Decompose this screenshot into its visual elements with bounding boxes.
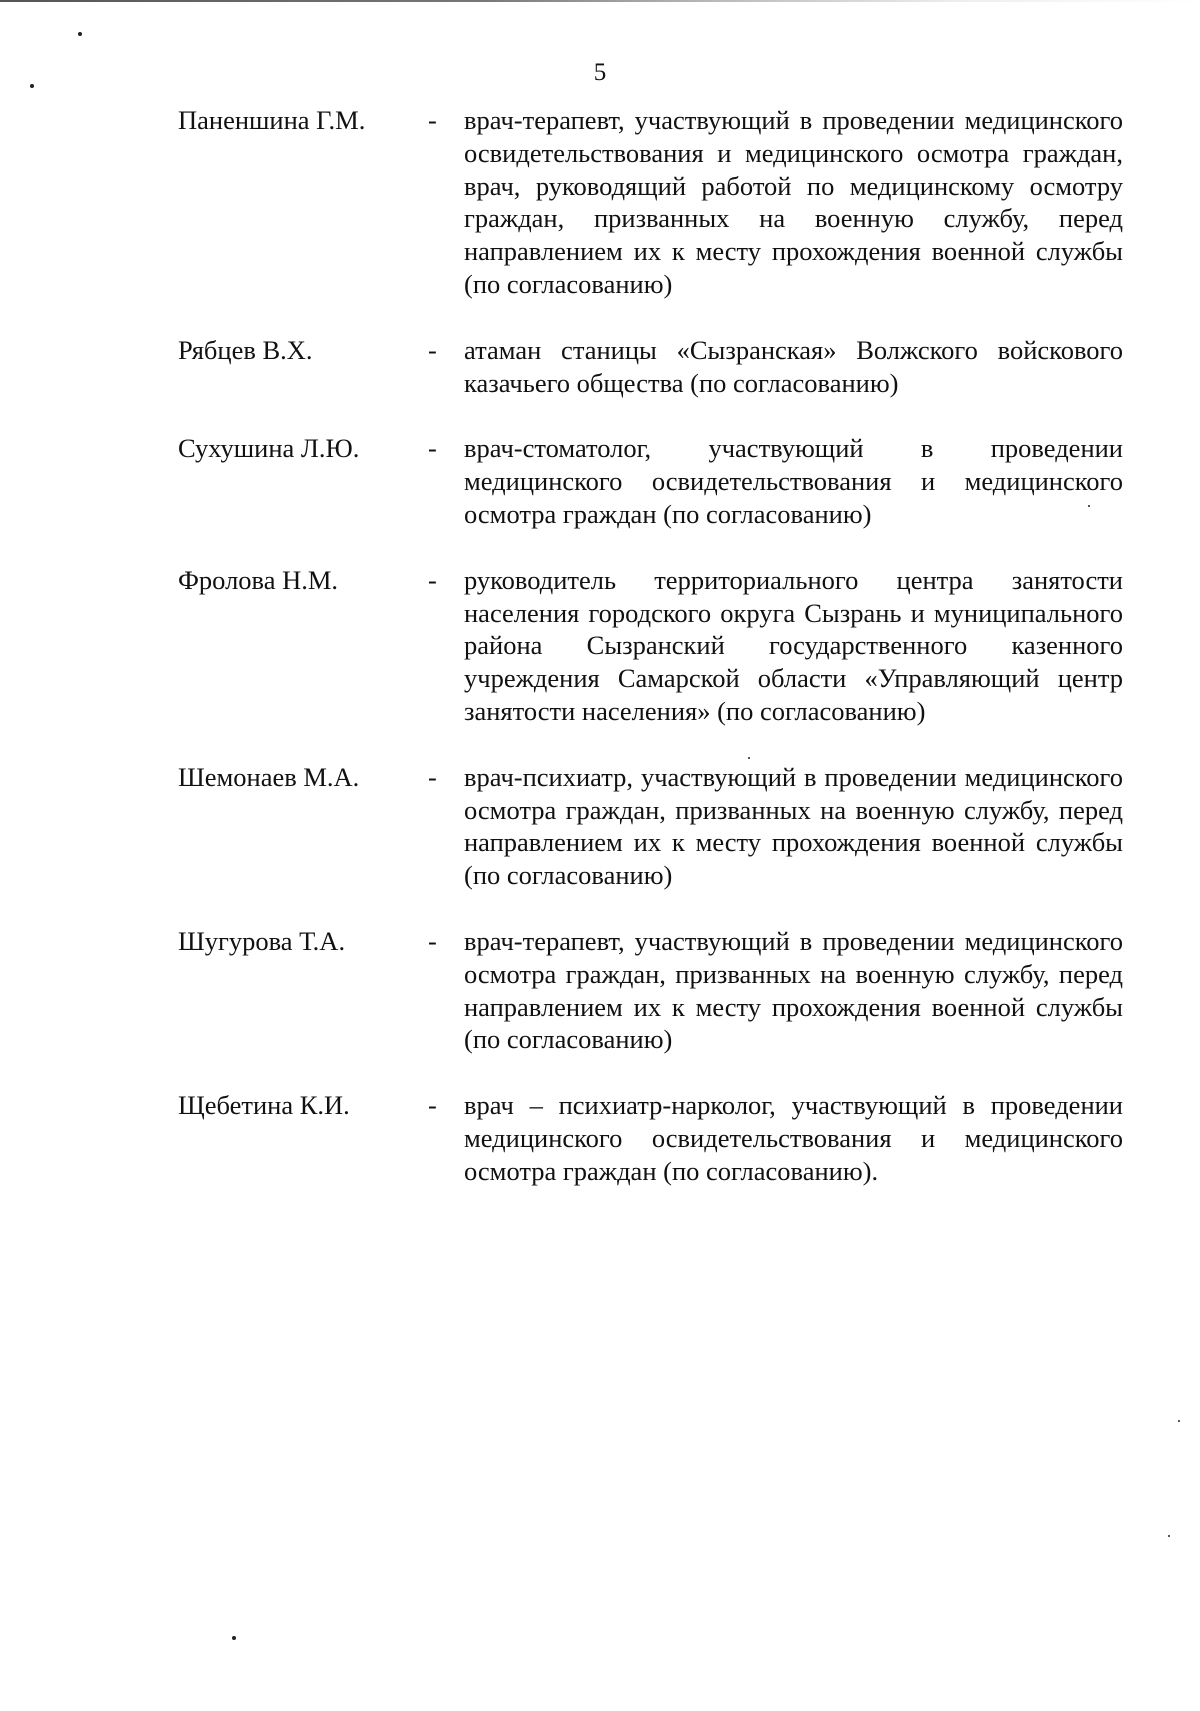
member-entry xyxy=(178,1089,1123,1187)
member-name: Паненшина Г.М. xyxy=(178,105,366,135)
member-name: Шугурова Т.А. xyxy=(178,925,346,956)
member-role: врач-психиатр, участвующий в проведении медицинского осмотра граждан, призванных на военную службу, перед направлением их к месту прохождения военной службы (по согласованию) xyxy=(464,761,1123,891)
dash-separator: - xyxy=(428,1090,437,1121)
member-entry xyxy=(178,564,1123,728)
member-name: Шемонаев М.А. xyxy=(178,761,360,792)
scan-speck xyxy=(30,84,34,88)
scan-speck xyxy=(78,32,82,36)
member-entry xyxy=(178,925,1123,1056)
member-entry xyxy=(178,761,1123,892)
scan-speck xyxy=(1088,505,1090,507)
member-entry xyxy=(178,432,1123,530)
scan-speck xyxy=(748,757,750,759)
scan-edge xyxy=(0,0,1200,2)
scan-speck xyxy=(1168,1535,1170,1537)
scan-speck xyxy=(1178,1420,1180,1422)
member-list xyxy=(178,104,1123,1188)
dash-separator: - xyxy=(428,761,437,792)
member-role: врач-стоматолог, участвующий в проведении медицинского освидетельствования и медицинского осмотра граждан (по согласованию) xyxy=(464,433,1123,529)
dash-separator: - xyxy=(428,334,437,365)
member-role: врач-терапевт, участвующий в проведении медицинского осмотра граждан, призванных на военную службу, перед направлением их к месту прохождения военной службы (по согласованию) xyxy=(464,925,1123,1055)
member-name: Сухушина Л.Ю. xyxy=(178,433,360,464)
dash-separator: - xyxy=(428,433,437,464)
member-name: Фролова Н.М. xyxy=(178,564,339,595)
dash-separator: - xyxy=(428,105,437,135)
member-name: Рябцев В.Х. xyxy=(178,334,313,365)
member-role: врач – психиатр-нарколог, участвующий в проведении медицинского освидетельствования и медицинского осмотра граждан (по согласованию). xyxy=(464,1090,1123,1186)
page-number: 5 xyxy=(593,59,607,86)
member-role: атаман станицы «Сызранская» Волжского войскового казачьего общества (по согласованию) xyxy=(464,334,1123,398)
dash-separator: - xyxy=(428,564,437,595)
member-entry xyxy=(178,104,1123,301)
member-entry xyxy=(178,334,1123,400)
member-name: Щебетина К.И. xyxy=(178,1090,350,1121)
scan-speck xyxy=(232,1636,236,1640)
dash-separator: - xyxy=(428,925,437,956)
member-role: врач-терапевт, участвующий в проведении медицинского освидетельствования и медицинского осмотра граждан, врач, руководящий работой по медицинскому осмотру граждан, призванных на военную службу, перед направлением их к месту прохождения военной службы (по согласованию) xyxy=(464,105,1123,299)
member-role: руководитель территориального центра занятости населения городского округа Сызрань и муниципального района Сызранский государственного казенного учреждения Самарской области «Управляющий центр занятости населения» (по согласованию) xyxy=(464,564,1123,726)
